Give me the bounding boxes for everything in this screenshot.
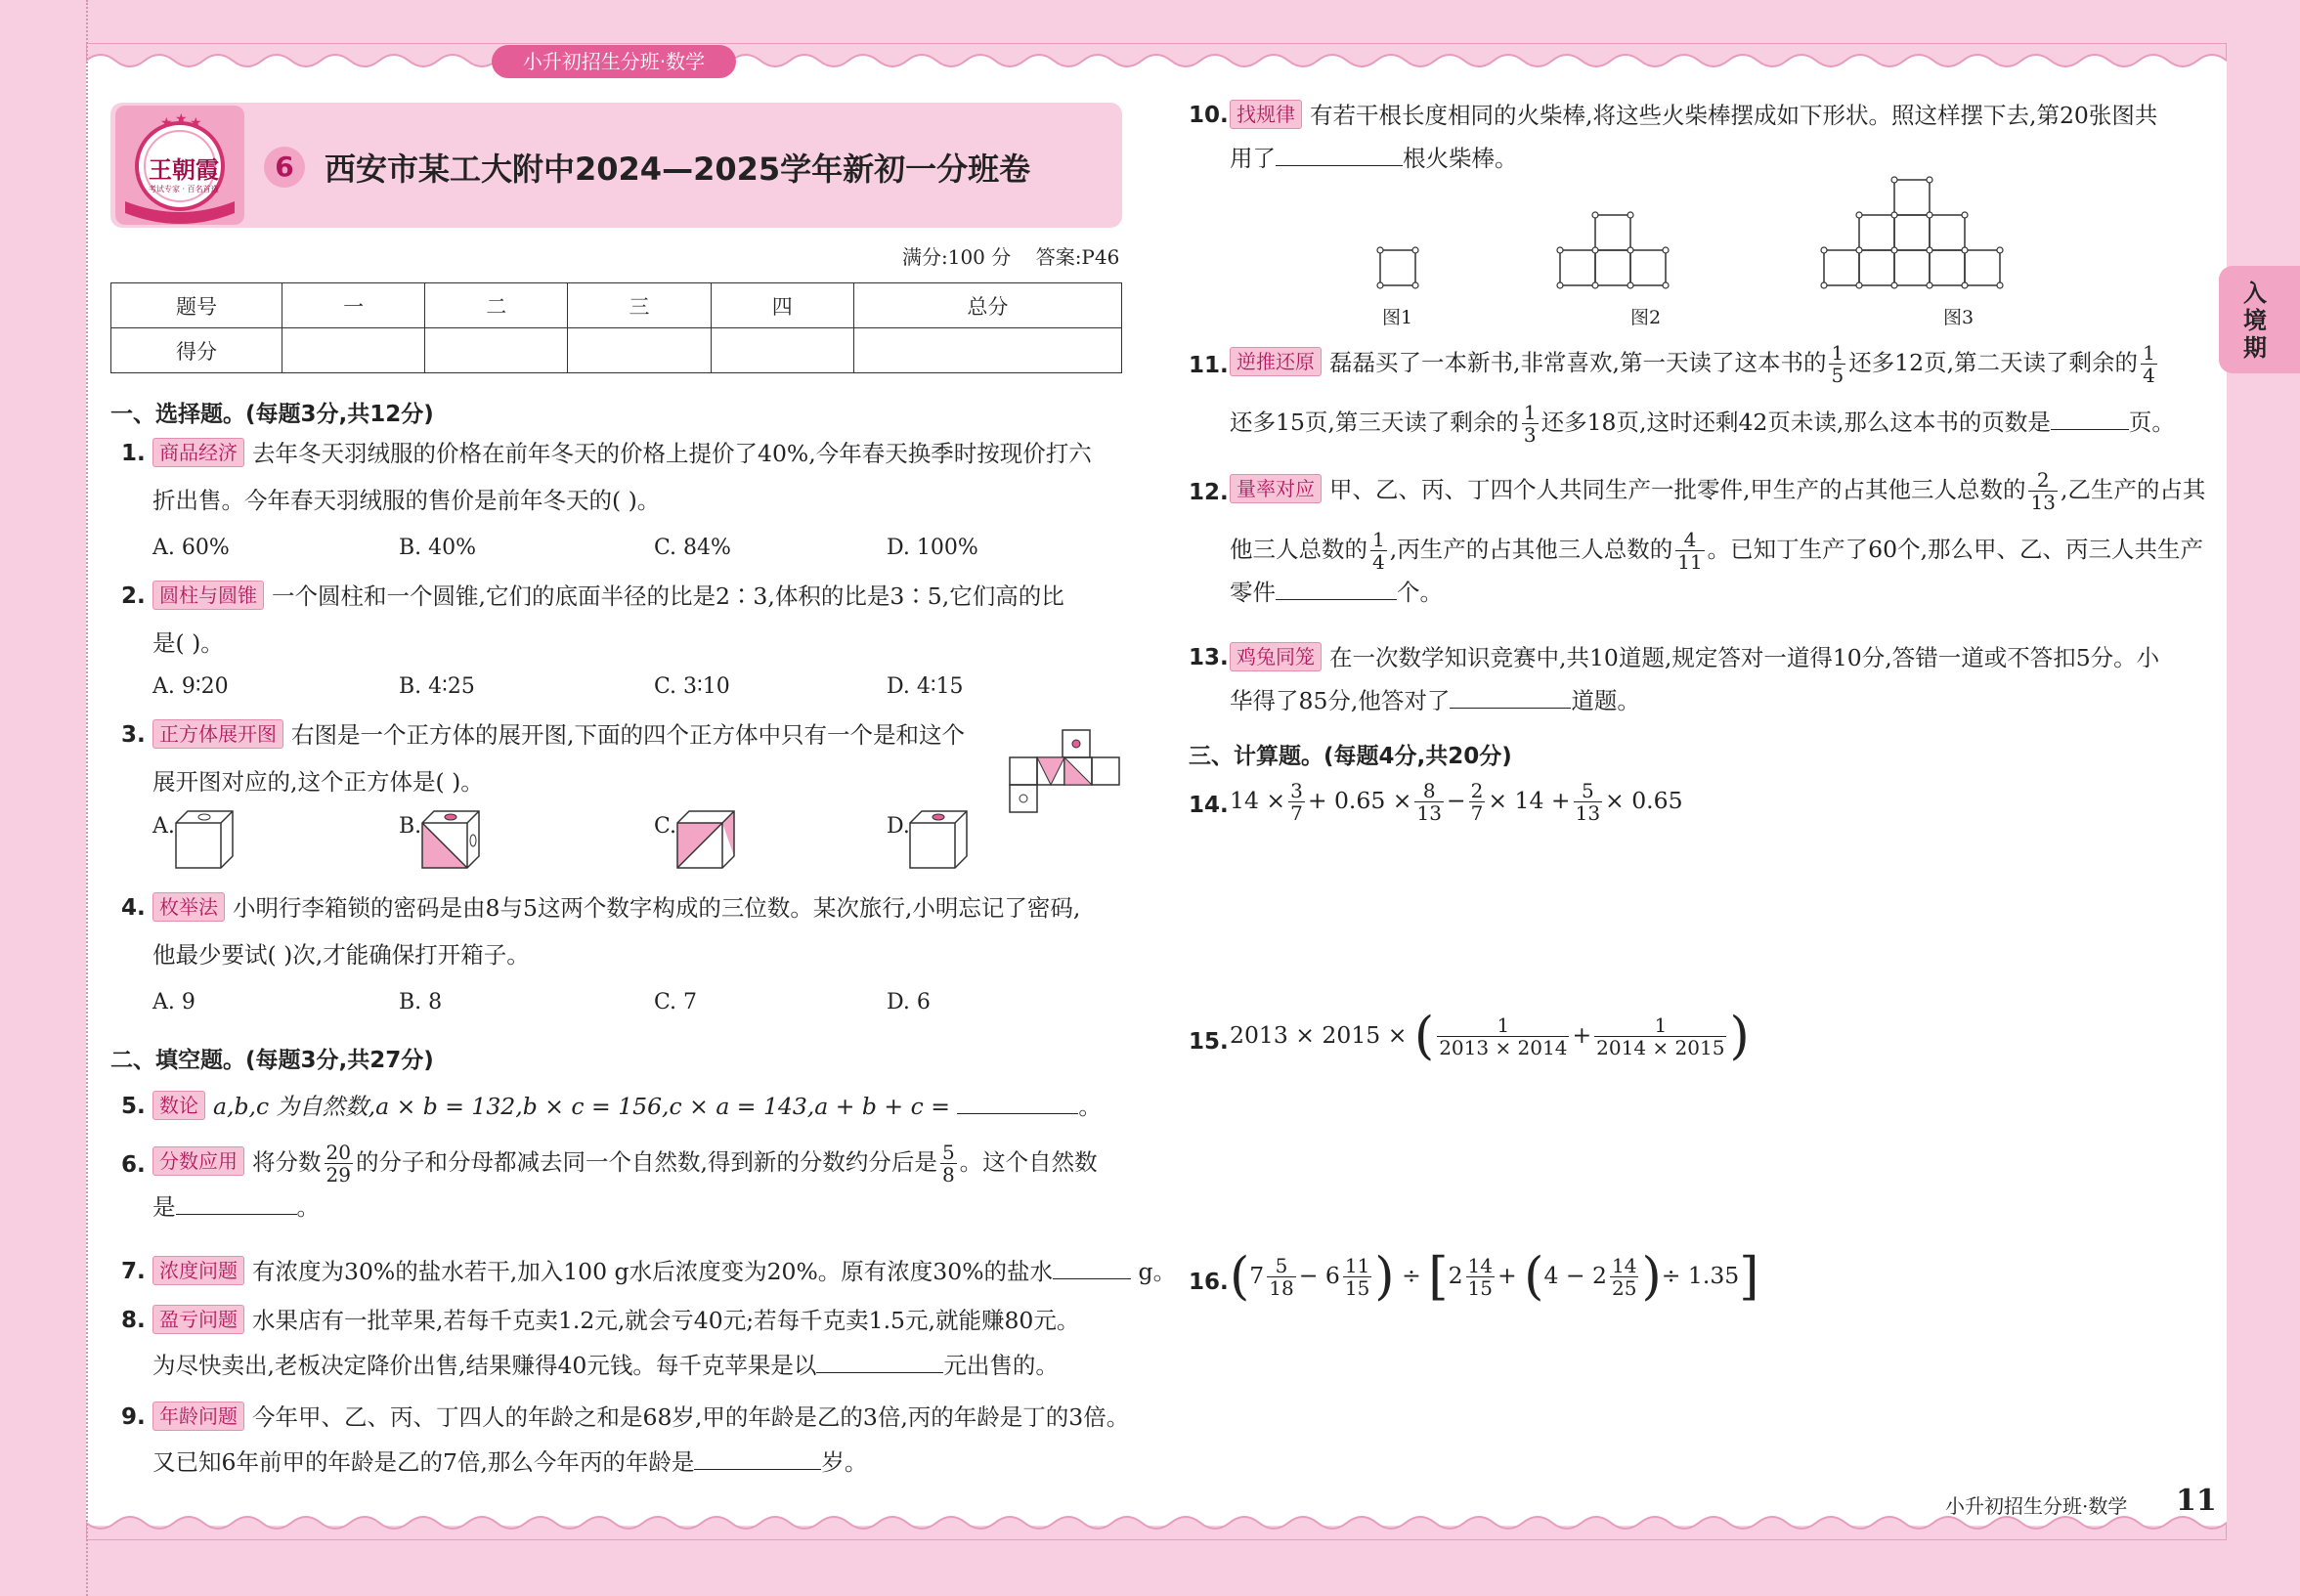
question-14: [1189, 779, 2202, 825]
expr-part: + 0.65 ×: [1307, 787, 1412, 814]
cube-option-a[interactable]: [174, 809, 237, 872]
topic-tag: 圆柱与圆锥: [152, 581, 264, 610]
topic-tag: 商品经济: [152, 438, 244, 467]
expr-part: −: [1298, 1262, 1319, 1289]
topic-tag: 逆推还原: [1230, 347, 1322, 376]
question-number: 4.: [121, 895, 146, 921]
numerator: 11: [1344, 1254, 1370, 1277]
question-text: 他最少要试( )次,才能确保打开箱子。: [152, 941, 530, 969]
fraction: [940, 1142, 957, 1186]
option-b[interactable]: B.: [399, 814, 422, 839]
denominator: 3: [1523, 423, 1537, 447]
question-3: [121, 717, 1013, 799]
question-text: 今年甲、乙、丙、丁四人的年龄之和是68岁,甲的年龄是乙的3倍,丙的年龄是丁的3倍。: [252, 1403, 1130, 1431]
answer-blank[interactable]: [176, 1192, 297, 1215]
question-9: [121, 1400, 1130, 1480]
left-paren: (: [1413, 1007, 1435, 1066]
answer-blank[interactable]: [2051, 408, 2129, 430]
logo-text: 王朝霞: [149, 155, 219, 184]
question-text: 还多12页,第二天读了剩余的: [1848, 349, 2139, 376]
footer-label: 小升初招生分班·数学: [1945, 1494, 2128, 1518]
question-text: 。已知丁生产了60个,那么甲、乙、丙三人共生产: [1707, 536, 2204, 563]
section-1-title: 一、选择题。(每题3分,共12分): [110, 402, 434, 427]
denominator: 15: [1344, 1276, 1370, 1300]
question-text: 右图是一个正方体的展开图,下面的四个正方体中只有一个是和这个: [291, 721, 965, 749]
numerator: 5: [941, 1141, 955, 1164]
fraction: [325, 1142, 353, 1186]
numerator: 1: [1372, 528, 1385, 551]
score-header-cell: 四: [711, 283, 853, 328]
cube-option-c[interactable]: [675, 809, 738, 872]
answer-blank[interactable]: [1276, 578, 1397, 600]
numerator: 5: [1267, 1255, 1295, 1277]
topic-tag: 年龄问题: [152, 1402, 244, 1431]
score-header-cell: 一: [282, 283, 425, 328]
question-text: 零件: [1230, 579, 1276, 606]
section-3-title: 三、计算题。(每题4分,共20分): [1189, 744, 1512, 769]
topic-tag: 鸡兔同笼: [1230, 642, 1322, 671]
question-number: 10.: [1189, 103, 1229, 128]
page-number: 11: [2176, 1484, 2217, 1518]
binding-dotted-line: [86, 0, 88, 1596]
denominator: 25: [1612, 1276, 1637, 1300]
question-text-end: 。: [1078, 1093, 1102, 1120]
numerator: 8: [1414, 780, 1443, 802]
whole-part: 4 − 2: [1543, 1262, 1607, 1289]
denominator: 8: [941, 1163, 955, 1186]
meta-info: 满分:100 分 答案:P46: [902, 245, 1120, 269]
question-text: 华得了85分,他答对了: [1230, 687, 1451, 714]
question-number: 5.: [121, 1094, 146, 1119]
question-8: [121, 1303, 1120, 1383]
question-text: 为尽快卖出,老板决定降价出售,结果赚得40元钱。每千克苹果是以: [152, 1352, 817, 1379]
expr-part: 14 ×: [1230, 787, 1286, 814]
question-number: 1.: [121, 441, 146, 466]
fraction: [2028, 469, 2057, 513]
question-text-end: 根火柴棒。: [1403, 145, 1518, 172]
question-text: 还多18页,这时还剩42页未读,那么这本书的页数是: [1541, 409, 2051, 436]
fraction: [1469, 780, 1486, 824]
fraction: [1522, 402, 1539, 446]
fraction: [1267, 1255, 1295, 1299]
numerator: 1: [1437, 1014, 1569, 1037]
denominator: 2014 × 2015: [1596, 1036, 1725, 1059]
numerator: 5: [1574, 780, 1602, 802]
expr-part: 2013 × 2015 ×: [1230, 1021, 1408, 1049]
numerator: 2: [1470, 779, 1484, 802]
score-header-cell: 总分: [853, 283, 1121, 328]
logo-subtext: 考试专家 · 百名首选: [149, 185, 219, 194]
cube-option-d[interactable]: [908, 809, 971, 872]
fraction: [1370, 529, 1387, 573]
numerator: 14: [1612, 1254, 1637, 1277]
option-c[interactable]: C. 84%: [654, 536, 731, 560]
expr-part: ÷ 1.35: [1661, 1262, 1740, 1289]
fraction: [1610, 1255, 1638, 1299]
side-tab-label: 入境期: [2243, 280, 2267, 362]
answer-blank[interactable]: [1276, 144, 1403, 166]
question-15: [1189, 1007, 2202, 1066]
score-cell[interactable]: [425, 328, 568, 373]
numerator: 1: [1523, 401, 1537, 424]
option-d[interactable]: D.: [887, 814, 910, 839]
right-paren: ): [1374, 1247, 1395, 1307]
question-text: 。这个自然数: [959, 1148, 1098, 1176]
question-text: 折出售。今年春天羽绒服的售价是前年冬天的( )。: [152, 487, 661, 514]
question-12: [1189, 468, 2206, 610]
numerator: 1: [1594, 1014, 1726, 1037]
question-text: ,丙生产的占其他三人总数的: [1389, 536, 1673, 563]
denominator: 2013 × 2014: [1439, 1036, 1568, 1059]
fraction: [1414, 780, 1443, 824]
left-paren: (: [1524, 1247, 1544, 1307]
expr-part: ÷: [1402, 1262, 1421, 1289]
numerator: 14: [1467, 1254, 1493, 1277]
denominator: 18: [1269, 1276, 1294, 1300]
question-text: 用了: [1230, 145, 1276, 172]
fraction: [1343, 1255, 1371, 1299]
numerator: 4: [1675, 529, 1704, 551]
figure-label: 图2: [1630, 307, 1662, 328]
topic-tag: 盈亏问题: [152, 1305, 244, 1334]
question-text: 在一次数学知识竞赛中,共10道题,规定答对一道得10分,答错一道或不答扣5分。小: [1329, 644, 2160, 671]
expr-part: × 14 +: [1488, 787, 1571, 814]
denominator: 5: [1831, 364, 1844, 387]
fraction: [1574, 780, 1602, 824]
topic-tag: 枚举法: [152, 892, 225, 922]
question-text: ,乙生产的占其: [2060, 476, 2206, 503]
question-number: 6.: [121, 1152, 146, 1178]
question-text: 还多15页,第三天读了剩余的: [1230, 409, 1519, 436]
question-text: 甲、乙、丙、丁四个人共同生产一批零件,甲生产的占其他三人总数的: [1329, 476, 2026, 503]
score-header-cell: 三: [568, 283, 711, 328]
score-cell[interactable]: [711, 328, 853, 373]
numerator: 2: [2028, 469, 2057, 492]
fraction: [1437, 1014, 1569, 1058]
expr-part: −: [1446, 787, 1466, 814]
question-13: [1189, 640, 2202, 718]
question-text: 他三人总数的: [1230, 536, 1367, 563]
numerator: 1: [2143, 341, 2155, 365]
section-2-title: 二、填空题。(每题3分,共27分): [110, 1048, 434, 1073]
question-text-end: 岁。: [821, 1448, 868, 1476]
question-text: 小明行李箱锁的密码是由8与5这两个数字构成的三位数。某次旅行,小明忘记了密码,: [233, 894, 1081, 922]
cube-net-figure: [1007, 728, 1124, 816]
whole-part: 6: [1324, 1262, 1340, 1289]
topic-tag: 数论: [152, 1091, 205, 1120]
question-text-end: 页。: [2128, 409, 2175, 436]
cube-option-b[interactable]: [420, 809, 483, 872]
left-paren: (: [1230, 1247, 1250, 1307]
right-bracket: ]: [1739, 1247, 1759, 1307]
fraction: [1675, 529, 1704, 573]
question-text: 有浓度为30%的盐水若干,加入100 g水后浓度变为20%。原有浓度30%的盐水: [252, 1258, 1054, 1285]
numerator: 1: [1831, 341, 1844, 365]
whole-part: 2: [1448, 1262, 1463, 1289]
whole-part: 7: [1249, 1262, 1265, 1289]
svg-text:★: ★: [160, 115, 173, 131]
question-text: 展开图对应的,这个正方体是( )。: [152, 768, 484, 796]
option-a[interactable]: A. 9∶20: [152, 674, 229, 699]
denominator: 13: [1575, 801, 1601, 825]
question-number: 14.: [1189, 793, 1229, 818]
score-cell[interactable]: [853, 328, 1121, 373]
question-11: [1189, 341, 2202, 447]
fraction: [2141, 342, 2157, 386]
fraction: [1594, 1014, 1726, 1058]
question-text: 一个圆柱和一个圆锥,它们的底面半径的比是2∶3,体积的比是3∶5,它们高的比: [272, 582, 1064, 610]
topic-tag: 找规律: [1230, 100, 1302, 129]
option-a[interactable]: A. 60%: [152, 536, 230, 560]
question-text-end: 个。: [1397, 579, 1443, 606]
question-6: [121, 1141, 1120, 1225]
question-text-end: 元出售的。: [943, 1352, 1059, 1379]
topic-tag: 量率对应: [1230, 474, 1322, 503]
question-10: [1189, 98, 2202, 176]
question-1: [121, 436, 1120, 518]
answer-blank[interactable]: [1053, 1257, 1131, 1279]
option-b[interactable]: B. 8: [399, 990, 443, 1014]
denominator: 7: [1290, 801, 1303, 825]
question-number: 16.: [1189, 1270, 1229, 1295]
question-number: 8.: [121, 1308, 146, 1333]
question-number: 12.: [1189, 480, 1229, 505]
option-d[interactable]: D. 6: [887, 990, 931, 1014]
left-bracket: [: [1428, 1247, 1449, 1307]
topic-tag: 浓度问题: [152, 1256, 244, 1285]
question-text: 是( )。: [152, 629, 224, 657]
question-text: 去年冬天羽绒服的价格在前年冬天的价格上提价了40%,今年春天换季时按现价打六: [252, 440, 1092, 467]
question-5: [121, 1089, 1120, 1124]
question-2: [121, 579, 1120, 661]
figure-label: 图1: [1382, 307, 1413, 328]
expr-part: × 0.65: [1605, 787, 1683, 814]
score-table: [110, 282, 1122, 373]
question-number: 9.: [121, 1404, 146, 1430]
question-number: 7.: [121, 1259, 146, 1284]
page-title: 西安市某工大附中2024—2025学年新初一分班卷: [325, 151, 1031, 188]
question-4: [121, 890, 1120, 972]
denominator: 11: [1677, 550, 1703, 574]
expr-part: +: [1497, 1262, 1517, 1289]
option-d[interactable]: D. 100%: [887, 536, 978, 560]
option-b[interactable]: B. 40%: [399, 536, 477, 560]
question-text-end: g。: [1138, 1258, 1177, 1285]
question-text: 又已知6年前甲的年龄是乙的7倍,那么今年丙的年龄是: [152, 1448, 695, 1476]
question-text-end: 道题。: [1571, 687, 1640, 714]
svg-text:★: ★: [175, 111, 188, 127]
svg-text:★: ★: [190, 115, 202, 131]
denominator: 7: [1470, 801, 1484, 825]
option-c[interactable]: C.: [654, 814, 677, 839]
answer-blank[interactable]: [816, 1351, 943, 1373]
question-text: 是: [152, 1193, 176, 1221]
answer-blank[interactable]: [694, 1447, 821, 1470]
denominator: 13: [1416, 801, 1442, 825]
question-text: 有若干根长度相同的火柴棒,将这些火柴棒摆成如下形状。照这样摆下去,第20张图共: [1310, 102, 2158, 129]
bottom-wave-border: [86, 1511, 2227, 1540]
score-cell[interactable]: [282, 328, 425, 373]
score-header-cell: 题号: [111, 283, 282, 328]
topic-tag: 分数应用: [152, 1146, 244, 1176]
numerator: 20: [325, 1141, 351, 1164]
score-header-cell: 二: [425, 283, 568, 328]
question-number: 2.: [121, 583, 146, 609]
question-number: 11.: [1189, 353, 1229, 378]
series-pill: 小升初招生分班·数学: [492, 45, 736, 78]
question-text: 磊磊买了一本新书,非常喜欢,第一天读了这本书的: [1329, 349, 1827, 376]
denominator: 4: [1372, 550, 1385, 574]
score-cell[interactable]: [568, 328, 711, 373]
option-c[interactable]: C. 7: [654, 990, 698, 1014]
option-d[interactable]: D. 4∶15: [887, 674, 964, 699]
denominator: 15: [1467, 1276, 1493, 1300]
question-text: 将分数: [252, 1148, 322, 1176]
question-number: 3.: [121, 722, 146, 748]
question-text: 的分子和分母都减去同一个自然数,得到新的分数约分后是: [355, 1148, 937, 1176]
answer-blank[interactable]: [1450, 686, 1571, 709]
numerator: 3: [1290, 779, 1303, 802]
right-paren: ): [1641, 1247, 1662, 1307]
option-c[interactable]: C. 3∶10: [654, 674, 730, 699]
logo-badge: [115, 106, 244, 225]
fraction: [1466, 1255, 1495, 1299]
option-a[interactable]: A.: [152, 814, 175, 839]
question-number: 13.: [1189, 645, 1229, 670]
question-16: [1189, 1247, 2202, 1307]
side-chapter-tab[interactable]: [2219, 266, 2300, 373]
question-text: a,b,c 为自然数,a × b = 132,b × c = 156,c × a = 143,a + b + c =: [213, 1093, 950, 1120]
question-text-end: 。: [296, 1193, 320, 1221]
fraction: [1829, 342, 1845, 386]
question-7: [121, 1254, 1177, 1289]
answer-blank[interactable]: [957, 1092, 1078, 1114]
fraction: [1288, 780, 1305, 824]
expr-part: +: [1572, 1021, 1592, 1049]
topic-tag: 正方体展开图: [152, 719, 283, 749]
question-text: 水果店有一批苹果,若每千克卖1.2元,就会亏40元;若每千克卖1.5元,就能赚80元。: [252, 1307, 1080, 1334]
title-number: 6: [264, 147, 305, 188]
option-a[interactable]: A. 9: [152, 990, 195, 1014]
denominator: 13: [2030, 491, 2056, 514]
right-paren: ): [1729, 1007, 1750, 1066]
denominator: 29: [325, 1163, 351, 1186]
score-row-label: 得分: [111, 328, 282, 373]
question-number: 15.: [1189, 1029, 1229, 1055]
figure-label: 图3: [1943, 307, 1975, 328]
option-b[interactable]: B. 4∶25: [399, 674, 475, 699]
top-wave-border: [86, 43, 2227, 72]
denominator: 4: [2143, 364, 2155, 387]
